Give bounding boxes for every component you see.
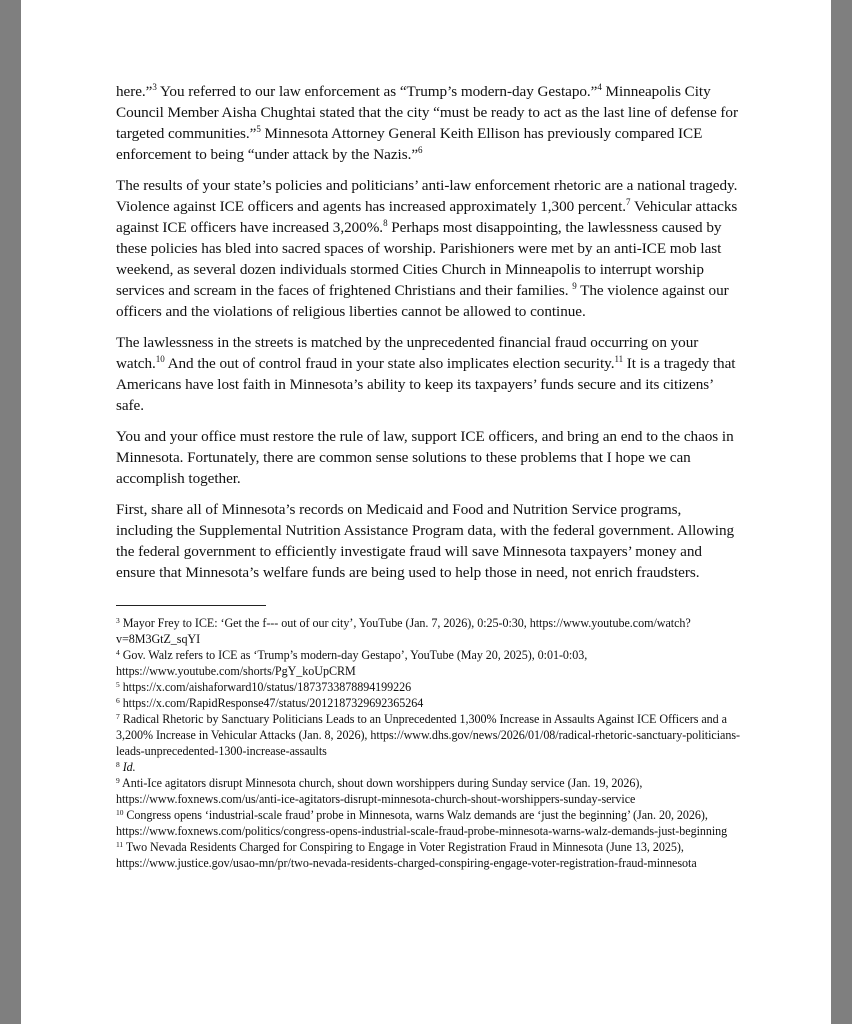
paragraph-text: Vehicular attacks against ICE officers have increased 3,200%.	[116, 198, 738, 236]
footnote	[116, 711, 741, 759]
footnote-number: 11	[116, 840, 124, 849]
footnote-reference[interactable]: 5	[256, 124, 261, 134]
footnote	[116, 647, 741, 679]
body-paragraph	[116, 81, 741, 165]
body-paragraph	[116, 499, 741, 583]
footnote-number: 10	[116, 808, 124, 817]
footnote-number: 4	[116, 648, 120, 657]
paragraph-text: You referred to our law enforcement as “Trump’s modern-day Gestapo.”	[156, 83, 598, 100]
footnote-separator	[116, 605, 266, 606]
footnote-reference[interactable]: 4	[597, 82, 602, 92]
footnote-reference[interactable]: 9	[572, 281, 577, 291]
footnote-reference[interactable]: 8	[383, 218, 388, 228]
paragraph-text: Minnesota Attorney General Keith Ellison has previously compared ICE enforcement to being “under attack by the Nazis.”	[116, 125, 703, 163]
footnotes	[116, 615, 741, 871]
body-paragraph	[116, 426, 741, 489]
body-text	[116, 81, 741, 583]
paragraph-text: The violence against our officers and the violations of religious liberties cannot be allowed to continue.	[116, 282, 729, 320]
footnote-reference[interactable]: 11	[614, 354, 624, 364]
footnote-number: 6	[116, 696, 120, 705]
footnote-text: Two Nevada Residents Charged for Conspiring to Engage in Voter Registration Fraud in Minnesota (June 13, 2025), https://www.justice.gov/usao-mn/pr/two-nevada-residents-charged-conspiring-engage-voter-registration-fraud-minnesota	[116, 840, 697, 870]
footnote-number: 7	[116, 712, 120, 721]
footnote-number: 5	[116, 680, 120, 689]
footnote	[116, 775, 741, 807]
footnote-text: Anti-Ice agitators disrupt Minnesota church, shout down worshippers during Sunday service (Jan. 19, 2026), https://www.foxnews.com/us/anti-ice-agitators-disrupt-minnesota-church-shout-worshippers-sunday-service	[116, 776, 643, 806]
footnote-text: Congress opens ‘industrial-scale fraud’ probe in Minnesota, warns Walz demands are ‘just the beginning’ (Jan. 20, 2026), https://www.foxnews.com/politics/congress-opens-industrial-scale-fraud-probe-minnesota-warns-walz-demands-just-beginning	[116, 808, 728, 838]
paragraph-text: The results of your state’s policies and politicians’ anti-law enforcement rhetoric are a national tragedy. Violence against ICE officers and agents has increased approximately 1,300 percent.	[116, 177, 738, 215]
paragraph-text: And the out of control fraud in your state also implicates election security.	[164, 355, 615, 372]
footnote	[116, 839, 741, 871]
paragraph-text: Perhaps most disappointing, the lawlessness caused by these policies has bled into sacred spaces of worship. Parishioners were met by an anti-ICE mob last weekend, as several dozen individuals stormed Cities Church in Minneapolis to interrupt worship services and scream in the faces of frightened Christians and their families.	[116, 219, 722, 299]
footnote	[116, 695, 741, 711]
body-paragraph	[116, 332, 741, 416]
footnote	[116, 759, 741, 775]
footnote-reference[interactable]: 3	[152, 82, 157, 92]
paragraph-text: here.”	[116, 83, 153, 100]
paragraph-text: The lawlessness in the streets is matched by the unprecedented financial fraud occurring on your watch.	[116, 334, 699, 372]
paragraph-text: It is a tragedy that Americans have lost faith in Minnesota’s ability to keep its taxpayers’ funds secure and its citizens’ safe.	[116, 355, 736, 414]
footnote-reference[interactable]: 6	[418, 145, 423, 155]
footnote-number: 8	[116, 760, 120, 769]
footnote-text: https://x.com/aishaforward10/status/1873733878894199226	[122, 680, 412, 694]
footnote-text: Mayor Frey to ICE: ‘Get the f--- out of our city’, YouTube (Jan. 7, 2026), 0:25-0:30, https://www.youtube.com/watch?v=8M3GtZ_sqYI	[116, 616, 691, 646]
footnote-text: Id.	[122, 760, 136, 774]
paragraph-text: Minneapolis City Council Member Aisha Chughtai stated that the city “must be ready to act as the last line of defense for targeted communities.”	[116, 83, 738, 142]
footnote	[116, 679, 741, 695]
footnote-text: Radical Rhetoric by Sanctuary Politicians Leads to an Unprecedented 1,300% Increase in Assaults Against ICE Officers and a 3,200% Increase in Vehicular Attacks (Jan. 8, 2026), https://www.dhs.gov/news/2026/01/08/radical-rhetoric-sanctuary-politicians-leads-unprecedented-1300-increase-assaults	[116, 712, 740, 758]
document-page	[21, 0, 831, 1024]
footnote-text: https://x.com/RapidResponse47/status/2012187329692365264	[122, 696, 424, 710]
body-paragraph	[116, 175, 741, 322]
page-content	[116, 81, 741, 871]
footnote-reference[interactable]: 10	[155, 354, 165, 364]
footnote-number: 9	[116, 776, 120, 785]
footnote	[116, 807, 741, 839]
footnote	[116, 615, 741, 647]
paragraph-text: You and your office must restore the rule of law, support ICE officers, and bring an end to the chaos in Minnesota. Fortunately, there are common sense solutions to these problems that I hope we can accomplish together.	[116, 428, 734, 487]
paragraph-text: First, share all of Minnesota’s records on Medicaid and Food and Nutrition Service programs, including the Supplemental Nutrition Assistance Program data, with the federal government. Allowing the federal government to efficiently investigate fraud will save Minnesota taxpayers’ money and ensure that Minnesota’s welfare funds are being used to help those in need, not enrich fraudsters.	[116, 501, 735, 581]
footnote-number: 3	[116, 616, 120, 625]
footnote-reference[interactable]: 7	[626, 197, 631, 207]
footnote-text: Gov. Walz refers to ICE as ‘Trump’s modern-day Gestapo’, YouTube (May 20, 2025), 0:01-0:03, https://www.youtube.com/shorts/PgY_koUpCRM	[116, 648, 588, 678]
